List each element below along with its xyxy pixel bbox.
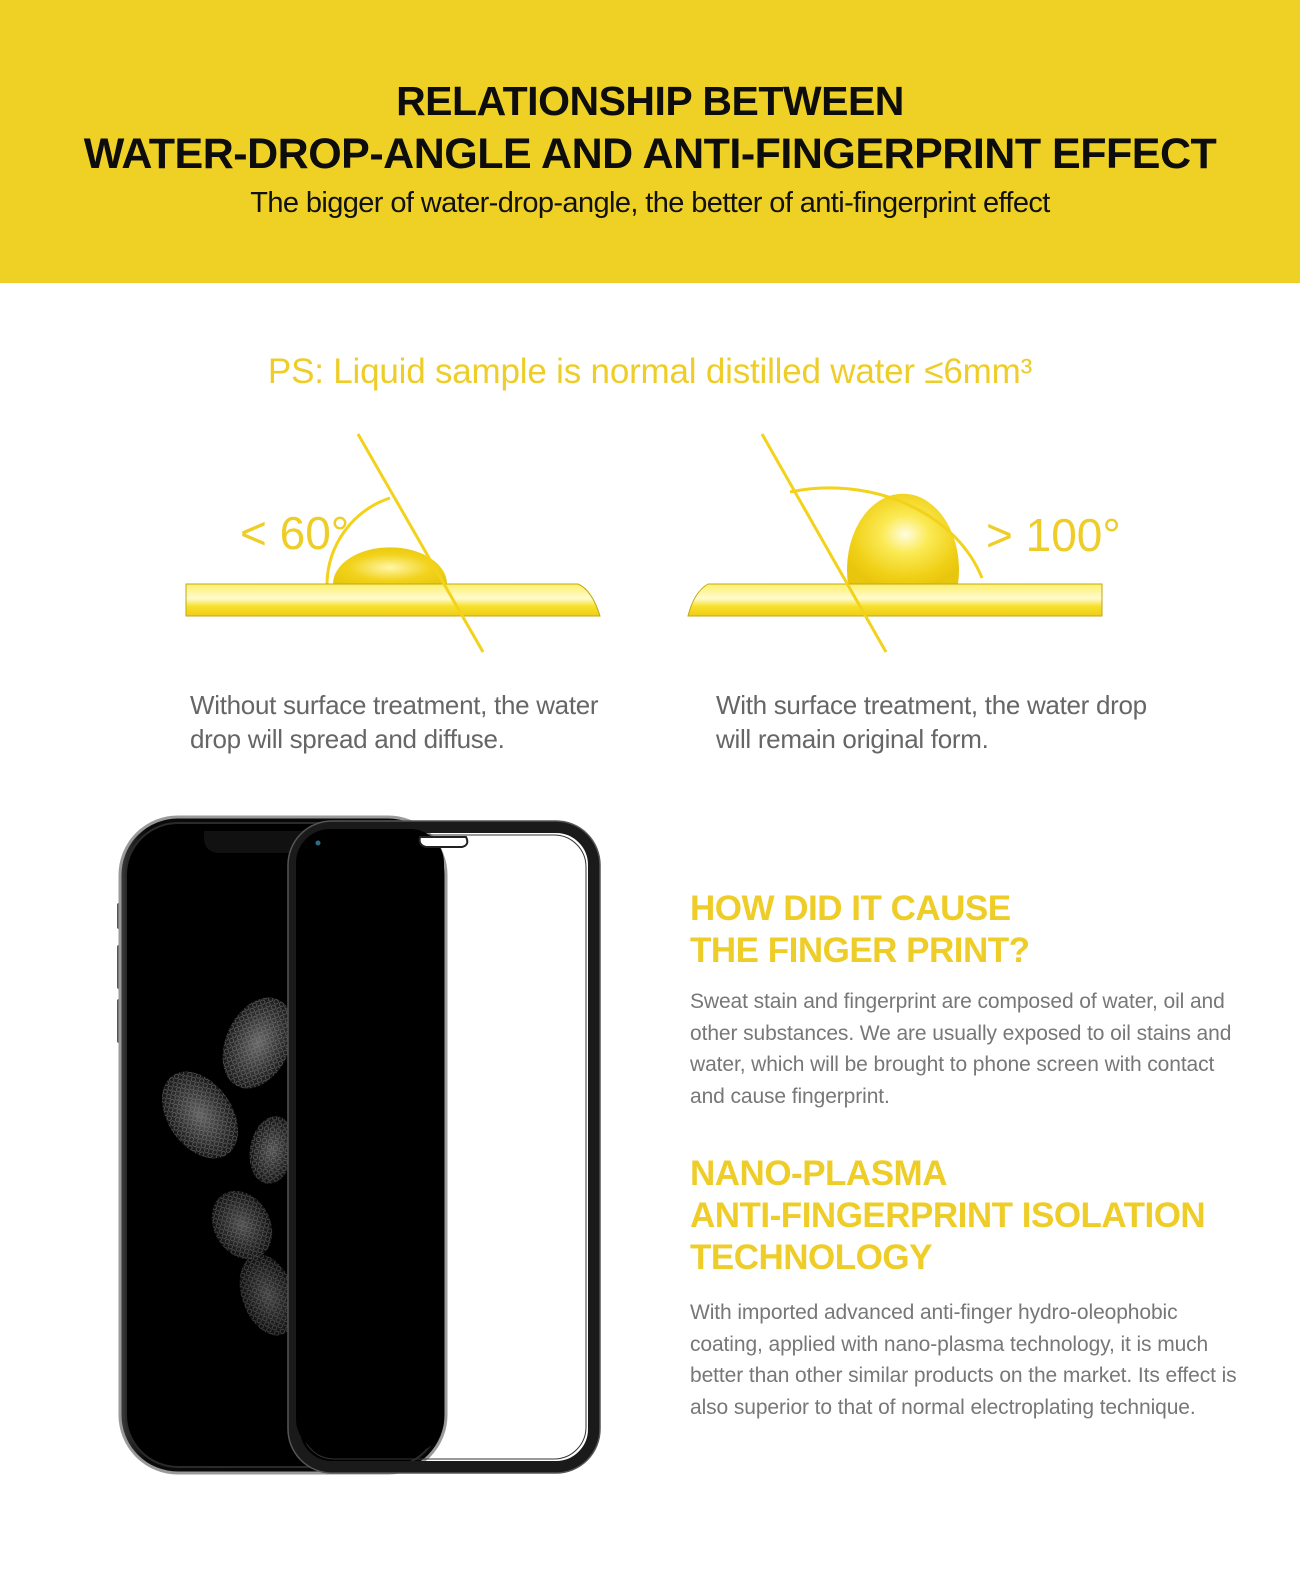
phone-icon [110,815,610,1485]
tech-heading-line1: NANO-PLASMA [690,1154,947,1193]
diagram-large-angle [686,430,1126,660]
cause-heading-line1: HOW DID IT CAUSE [690,889,1011,928]
page-title-line1: RELATIONSHIP BETWEEN [396,78,904,124]
glass-plate-icon [288,821,600,1473]
diagram-small-angle [180,430,620,660]
angle-label-small: < 60° [240,507,350,559]
tech-heading [690,1153,1270,1279]
cause-body: Sweat stain and fingerprint are composed of water, oil and other substances. We are usually exposed to oil stains and water, which will be brought to phone screen with contact and cause fingerprint. [690,990,1232,1108]
tech-heading-line3: TECHNOLOGY [690,1238,932,1277]
tech-body: With imported advanced anti-finger hydro-oleophobic coating, applied with nano-plasma technology, it is much better than other similar products on the market. Its effect is also superior to that of normal electroplating technique. [690,1301,1237,1419]
ps-note: PS: Liquid sample is normal distilled water ≤6mm³ [267,352,1033,391]
angle-label-large: > 100° [986,509,1121,561]
cause-heading [690,888,1270,972]
phone-illustration [110,815,610,1490]
caption-small-angle: Without surface treatment, the water drop will spread and diffuse. [190,690,599,754]
cause-heading-line2: THE FINGER PRINT? [690,931,1030,970]
header-banner [0,0,1300,283]
tech-heading-line2: ANTI-FINGERPRINT ISOLATION [690,1196,1206,1235]
caption-large-angle: With surface treatment, the water drop will remain original form. [716,690,1147,754]
page-subtitle: The bigger of water-drop-angle, the better of anti-fingerprint effect [250,187,1050,219]
page-title-line2: WATER-DROP-ANGLE AND ANTI-FINGERPRINT EFFECT [83,130,1217,178]
